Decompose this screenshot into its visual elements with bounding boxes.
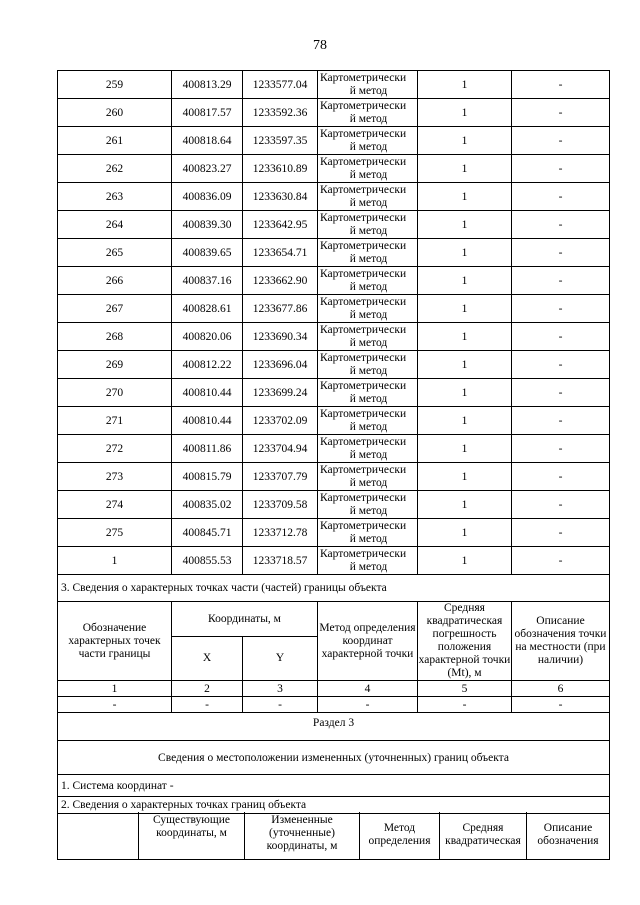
header-description-bottom: Описание обозначения (527, 812, 610, 859)
accuracy: 1 (418, 99, 512, 127)
table-row (58, 127, 610, 155)
empty-cell: - (172, 697, 243, 713)
description: - (512, 99, 610, 127)
method-line-1: Картометрически (320, 212, 407, 224)
accuracy: 1 (418, 519, 512, 547)
description: - (512, 407, 610, 435)
coord-x: 400855.53 (172, 547, 243, 575)
coordinates-table-body (58, 71, 610, 575)
empty-cell: - (243, 697, 318, 713)
method (318, 323, 418, 351)
bottom-empty-cell (58, 812, 139, 859)
method-line-2: й метод (349, 365, 388, 377)
table-row (58, 407, 610, 435)
method-line-2: й метод (349, 253, 388, 265)
table-row (58, 183, 610, 211)
accuracy: 1 (418, 295, 512, 323)
coord-y: 1233690.34 (243, 323, 318, 351)
razdel-title-row (58, 713, 610, 741)
table-row (58, 435, 610, 463)
coord-y: 1233597.35 (243, 127, 318, 155)
method (318, 435, 418, 463)
coord-x: 400810.44 (172, 379, 243, 407)
col-number: 1 (58, 681, 172, 697)
coord-x: 400839.65 (172, 239, 243, 267)
method-line-1: Картометрически (320, 380, 407, 392)
accuracy: 1 (418, 379, 512, 407)
razdel-title: Раздел 3 (58, 713, 610, 741)
accuracy: 1 (418, 239, 512, 267)
method-line-2: й метод (349, 169, 388, 181)
table-row (58, 547, 610, 575)
method-line-1: Картометрически (320, 100, 407, 112)
header-designation: Обозначение характерных точек части границы (58, 602, 172, 681)
coord-y: 1233696.04 (243, 351, 318, 379)
method-line-2: й метод (349, 393, 388, 405)
method-line-2: й метод (349, 309, 388, 321)
col-number: 3 (243, 681, 318, 697)
header-method-bottom: Метод определения (360, 812, 440, 859)
col-number: 6 (512, 681, 610, 697)
coord-y: 1233642.95 (243, 211, 318, 239)
header-x: X (172, 637, 243, 681)
description: - (512, 211, 610, 239)
coord-y: 1233712.78 (243, 519, 318, 547)
header-existing-coordinates: Существующие координаты, м (139, 812, 245, 859)
section3-numbers-row (58, 681, 610, 697)
accuracy: 1 (418, 491, 512, 519)
point-number: 259 (58, 71, 172, 99)
method-line-1: Картометрически (320, 156, 407, 168)
coord-y: 1233662.90 (243, 267, 318, 295)
method-line-2: й метод (349, 505, 388, 517)
point-number: 275 (58, 519, 172, 547)
method-line-2: й метод (349, 337, 388, 349)
point-number: 266 (58, 267, 172, 295)
description: - (512, 547, 610, 575)
method (318, 519, 418, 547)
point-number: 274 (58, 491, 172, 519)
coord-y: 1233709.58 (243, 491, 318, 519)
point-number: 272 (58, 435, 172, 463)
table-row (58, 267, 610, 295)
method (318, 127, 418, 155)
razdel-subtitle: Сведения о местоположении измененных (уточненных) границ объекта (58, 741, 610, 775)
table-row (58, 71, 610, 99)
description: - (512, 323, 610, 351)
coord-x: 400845.71 (172, 519, 243, 547)
method-line-1: Картометрически (320, 240, 407, 252)
description: - (512, 295, 610, 323)
boundary-points-header (57, 812, 610, 860)
coord-y: 1233718.57 (243, 547, 318, 575)
accuracy: 1 (418, 127, 512, 155)
method (318, 547, 418, 575)
accuracy: 1 (418, 407, 512, 435)
description: - (512, 491, 610, 519)
coord-x: 400820.06 (172, 323, 243, 351)
accuracy: 1 (418, 267, 512, 295)
point-number: 270 (58, 379, 172, 407)
coordinate-system: 1. Система координат - (58, 775, 610, 797)
method (318, 295, 418, 323)
method-line-1: Картометрически (320, 296, 407, 308)
method-line-1: Картометрически (320, 492, 407, 504)
method (318, 407, 418, 435)
coord-y: 1233592.36 (243, 99, 318, 127)
method (318, 491, 418, 519)
description: - (512, 435, 610, 463)
bottom-header-row (58, 812, 610, 859)
section3-title-row (58, 575, 610, 602)
accuracy: 1 (418, 155, 512, 183)
point-number: 267 (58, 295, 172, 323)
coord-x: 400812.22 (172, 351, 243, 379)
method-line-2: й метод (349, 561, 388, 573)
coord-x: 400823.27 (172, 155, 243, 183)
accuracy: 1 (418, 323, 512, 351)
header-coordinates: Координаты, м (172, 602, 318, 637)
table-row (58, 379, 610, 407)
col-number: 4 (318, 681, 418, 697)
method-line-2: й метод (349, 281, 388, 293)
section3-header-row (58, 602, 610, 637)
method (318, 239, 418, 267)
description: - (512, 183, 610, 211)
method-line-1: Картометрически (320, 268, 407, 280)
coord-y: 1233630.84 (243, 183, 318, 211)
coord-x: 400813.29 (172, 71, 243, 99)
method-line-1: Картометрически (320, 352, 407, 364)
table-row (58, 351, 610, 379)
coord-y: 1233702.09 (243, 407, 318, 435)
point-number: 264 (58, 211, 172, 239)
method (318, 463, 418, 491)
boundary-points-row (58, 797, 610, 814)
method (318, 267, 418, 295)
point-number: 268 (58, 323, 172, 351)
description: - (512, 379, 610, 407)
method-line-2: й метод (349, 449, 388, 461)
point-number: 273 (58, 463, 172, 491)
table-row (58, 295, 610, 323)
description: - (512, 519, 610, 547)
table-row (58, 491, 610, 519)
col-number: 5 (418, 681, 512, 697)
coord-x: 400810.44 (172, 407, 243, 435)
col-number: 2 (172, 681, 243, 697)
header-accuracy-bottom: Средняя квадратическая (440, 812, 527, 859)
empty-cell: - (58, 697, 172, 713)
point-number: 263 (58, 183, 172, 211)
description: - (512, 127, 610, 155)
method (318, 379, 418, 407)
method-line-2: й метод (349, 113, 388, 125)
point-number: 261 (58, 127, 172, 155)
method (318, 351, 418, 379)
coord-y: 1233677.86 (243, 295, 318, 323)
method (318, 99, 418, 127)
method (318, 211, 418, 239)
page-number: 78 (313, 38, 327, 53)
method-line-2: й метод (349, 225, 388, 237)
coord-x: 400836.09 (172, 183, 243, 211)
accuracy: 1 (418, 351, 512, 379)
accuracy: 1 (418, 183, 512, 211)
header-changed-coordinates: Измененные (уточненные) координаты, м (245, 812, 360, 859)
point-number: 262 (58, 155, 172, 183)
description: - (512, 71, 610, 99)
table-row (58, 99, 610, 127)
header-method: Метод определения координат характерной точки (318, 602, 418, 681)
accuracy: 1 (418, 435, 512, 463)
empty-cell: - (418, 697, 512, 713)
method-line-1: Картометрически (320, 520, 407, 532)
method (318, 155, 418, 183)
coord-x: 400837.16 (172, 267, 243, 295)
coord-x: 400835.02 (172, 491, 243, 519)
coord-x: 400818.64 (172, 127, 243, 155)
table-row (58, 239, 610, 267)
point-number: 1 (58, 547, 172, 575)
description: - (512, 463, 610, 491)
coordinate-system-row (58, 775, 610, 797)
description: - (512, 267, 610, 295)
method-line-2: й метод (349, 533, 388, 545)
method (318, 183, 418, 211)
method-line-1: Картометрически (320, 324, 407, 336)
table-row (58, 519, 610, 547)
method-line-1: Картометрически (320, 436, 407, 448)
point-number: 271 (58, 407, 172, 435)
empty-cell: - (512, 697, 610, 713)
section3-empty-row (58, 697, 610, 713)
table-row (58, 463, 610, 491)
accuracy: 1 (418, 463, 512, 491)
method-line-2: й метод (349, 421, 388, 433)
method-line-1: Картометрически (320, 72, 407, 84)
coord-y: 1233654.71 (243, 239, 318, 267)
method-line-1: Картометрически (320, 408, 407, 420)
coord-y: 1233707.79 (243, 463, 318, 491)
method-line-2: й метод (349, 477, 388, 489)
description: - (512, 155, 610, 183)
header-y: Y (243, 637, 318, 681)
method-line-1: Картометрически (320, 548, 407, 560)
description: - (512, 239, 610, 267)
description: - (512, 351, 610, 379)
coord-x: 400817.57 (172, 99, 243, 127)
header-accuracy: Средняя квадратическая погрешность положения характерной точки (Mt), м (418, 602, 511, 679)
coord-x: 400839.30 (172, 211, 243, 239)
method-line-2: й метод (349, 85, 388, 97)
method (318, 71, 418, 99)
method-line-1: Картометрически (320, 464, 407, 476)
method-line-1: Картометрически (320, 184, 407, 196)
accuracy: 1 (418, 211, 512, 239)
point-number: 265 (58, 239, 172, 267)
point-number: 269 (58, 351, 172, 379)
boundary-points-title: 2. Сведения о характерных точках границ объекта (58, 797, 610, 814)
accuracy: 1 (418, 547, 512, 575)
coord-x: 400828.61 (172, 295, 243, 323)
razdel-subtitle-row (58, 741, 610, 775)
method-line-2: й метод (349, 141, 388, 153)
point-number: 260 (58, 99, 172, 127)
accuracy: 1 (418, 71, 512, 99)
header-description: Описание обозначения точки на местности (при наличии) (512, 602, 610, 681)
coord-x: 400815.79 (172, 463, 243, 491)
coord-x: 400811.86 (172, 435, 243, 463)
coordinates-table (57, 70, 610, 814)
coord-y: 1233610.89 (243, 155, 318, 183)
table-row (58, 211, 610, 239)
section3-title: 3. Сведения о характерных точках части (частей) границы объекта (58, 575, 610, 602)
coord-y: 1233704.94 (243, 435, 318, 463)
table-row (58, 323, 610, 351)
empty-cell: - (318, 697, 418, 713)
table-row (58, 155, 610, 183)
method-line-2: й метод (349, 197, 388, 209)
coord-y: 1233699.24 (243, 379, 318, 407)
coord-y: 1233577.04 (243, 71, 318, 99)
method-line-1: Картометрически (320, 128, 407, 140)
